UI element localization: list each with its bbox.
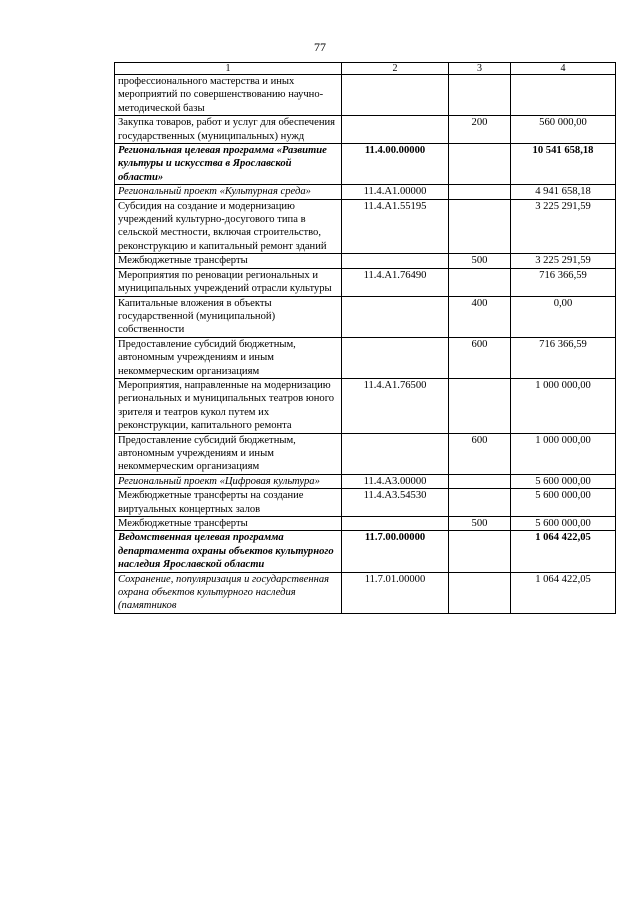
row-name-cell: Межбюджетные трансферты на создание виртуальных концертных залов <box>115 489 342 517</box>
table-row <box>115 144 616 185</box>
row-name-cell: Межбюджетные трансферты <box>115 254 342 268</box>
row-type-cell <box>449 474 511 488</box>
row-type-cell <box>449 489 511 517</box>
row-code-cell: 11.4.00.00000 <box>342 144 449 185</box>
row-name-cell: Региональная целевая программа «Развитие культуры и искусства в Ярославской области» <box>115 144 342 185</box>
row-name-cell: профессионального мастерства и иных мероприятий по совершенствованию научно-методической базы <box>115 75 342 116</box>
table-row <box>115 433 616 474</box>
table-row <box>115 75 616 116</box>
row-type-cell: 500 <box>449 517 511 531</box>
table-row <box>115 517 616 531</box>
row-type-cell: 600 <box>449 433 511 474</box>
row-amount-cell: 4 941 658,18 <box>511 185 616 199</box>
row-amount-cell: 716 366,59 <box>511 268 616 296</box>
row-code-cell <box>342 116 449 144</box>
table-row <box>115 572 616 613</box>
row-name-cell: Региональный проект «Культурная среда» <box>115 185 342 199</box>
row-code-cell <box>342 296 449 337</box>
row-amount-cell: 3 225 291,59 <box>511 199 616 254</box>
row-name-cell: Ведомственная целевая программа департамента охраны объектов культурного наследия Ярославской области <box>115 531 342 572</box>
row-amount-cell: 1 000 000,00 <box>511 378 616 433</box>
row-name-cell: Капитальные вложения в объекты государственной (муниципальной) собственности <box>115 296 342 337</box>
row-type-cell: 200 <box>449 116 511 144</box>
row-name-cell: Сохранение, популяризация и государственная охрана объектов культурного наследия (памятников <box>115 572 342 613</box>
row-type-cell: 500 <box>449 254 511 268</box>
row-type-cell <box>449 268 511 296</box>
row-type-cell: 600 <box>449 337 511 378</box>
page-number: 77 <box>314 40 326 54</box>
budget-table <box>114 62 616 614</box>
row-code-cell: 11.4.А3.00000 <box>342 474 449 488</box>
table-header-row <box>115 63 616 75</box>
row-amount-cell: 560 000,00 <box>511 116 616 144</box>
header-col-3: 3 <box>449 63 511 75</box>
row-code-cell: 11.4.А1.76490 <box>342 268 449 296</box>
row-code-cell: 11.4.А1.76500 <box>342 378 449 433</box>
row-name-cell: Региональный проект «Цифровая культура» <box>115 474 342 488</box>
row-name-cell: Предоставление субсидий бюджетным, автономным учреждениям и иным некоммерческим организациям <box>115 433 342 474</box>
table-row <box>115 296 616 337</box>
table-row <box>115 378 616 433</box>
row-name-cell: Предоставление субсидий бюджетным, автономным учреждениям и иным некоммерческим организациям <box>115 337 342 378</box>
row-name-cell: Мероприятия по реновации региональных и муниципальных учреждений отрасли культуры <box>115 268 342 296</box>
table-row <box>115 268 616 296</box>
table-row <box>115 254 616 268</box>
row-type-cell: 400 <box>449 296 511 337</box>
row-name-cell: Закупка товаров, работ и услуг для обеспечения государственных (муниципальных) нужд <box>115 116 342 144</box>
row-type-cell <box>449 531 511 572</box>
row-amount-cell: 1 064 422,05 <box>511 572 616 613</box>
row-amount-cell: 5 600 000,00 <box>511 489 616 517</box>
table-row <box>115 199 616 254</box>
table-row <box>115 531 616 572</box>
row-code-cell: 11.7.00.00000 <box>342 531 449 572</box>
table-row <box>115 337 616 378</box>
row-code-cell <box>342 517 449 531</box>
header-col-1: 1 <box>115 63 342 75</box>
row-type-cell <box>449 144 511 185</box>
row-code-cell: 11.7.01.00000 <box>342 572 449 613</box>
row-amount-cell: 5 600 000,00 <box>511 474 616 488</box>
row-amount-cell: 5 600 000,00 <box>511 517 616 531</box>
row-type-cell <box>449 199 511 254</box>
table-row <box>115 489 616 517</box>
row-code-cell <box>342 433 449 474</box>
row-name-cell: Субсидия на создание и модернизацию учреждений культурно-досугового типа в сельской местности, включая строительство, реконструкцию и капитальный ремонт зданий <box>115 199 342 254</box>
row-type-cell <box>449 75 511 116</box>
row-amount-cell: 1 064 422,05 <box>511 531 616 572</box>
row-amount-cell: 10 541 658,18 <box>511 144 616 185</box>
row-amount-cell <box>511 75 616 116</box>
row-code-cell: 11.4.А3.54530 <box>342 489 449 517</box>
row-amount-cell: 0,00 <box>511 296 616 337</box>
table-row <box>115 185 616 199</box>
row-type-cell <box>449 572 511 613</box>
table-row <box>115 474 616 488</box>
row-code-cell <box>342 75 449 116</box>
table-row <box>115 116 616 144</box>
row-code-cell: 11.4.А1.00000 <box>342 185 449 199</box>
row-amount-cell: 3 225 291,59 <box>511 254 616 268</box>
header-col-4: 4 <box>511 63 616 75</box>
row-type-cell <box>449 378 511 433</box>
row-code-cell <box>342 337 449 378</box>
row-amount-cell: 716 366,59 <box>511 337 616 378</box>
row-name-cell: Мероприятия, направленные на модернизацию региональных и муниципальных театров юного зрителя и театров кукол путем их реконструкции, капитального ремонта <box>115 378 342 433</box>
row-name-cell: Межбюджетные трансферты <box>115 517 342 531</box>
row-code-cell: 11.4.А1.55195 <box>342 199 449 254</box>
row-amount-cell: 1 000 000,00 <box>511 433 616 474</box>
header-col-2: 2 <box>342 63 449 75</box>
row-code-cell <box>342 254 449 268</box>
row-type-cell <box>449 185 511 199</box>
